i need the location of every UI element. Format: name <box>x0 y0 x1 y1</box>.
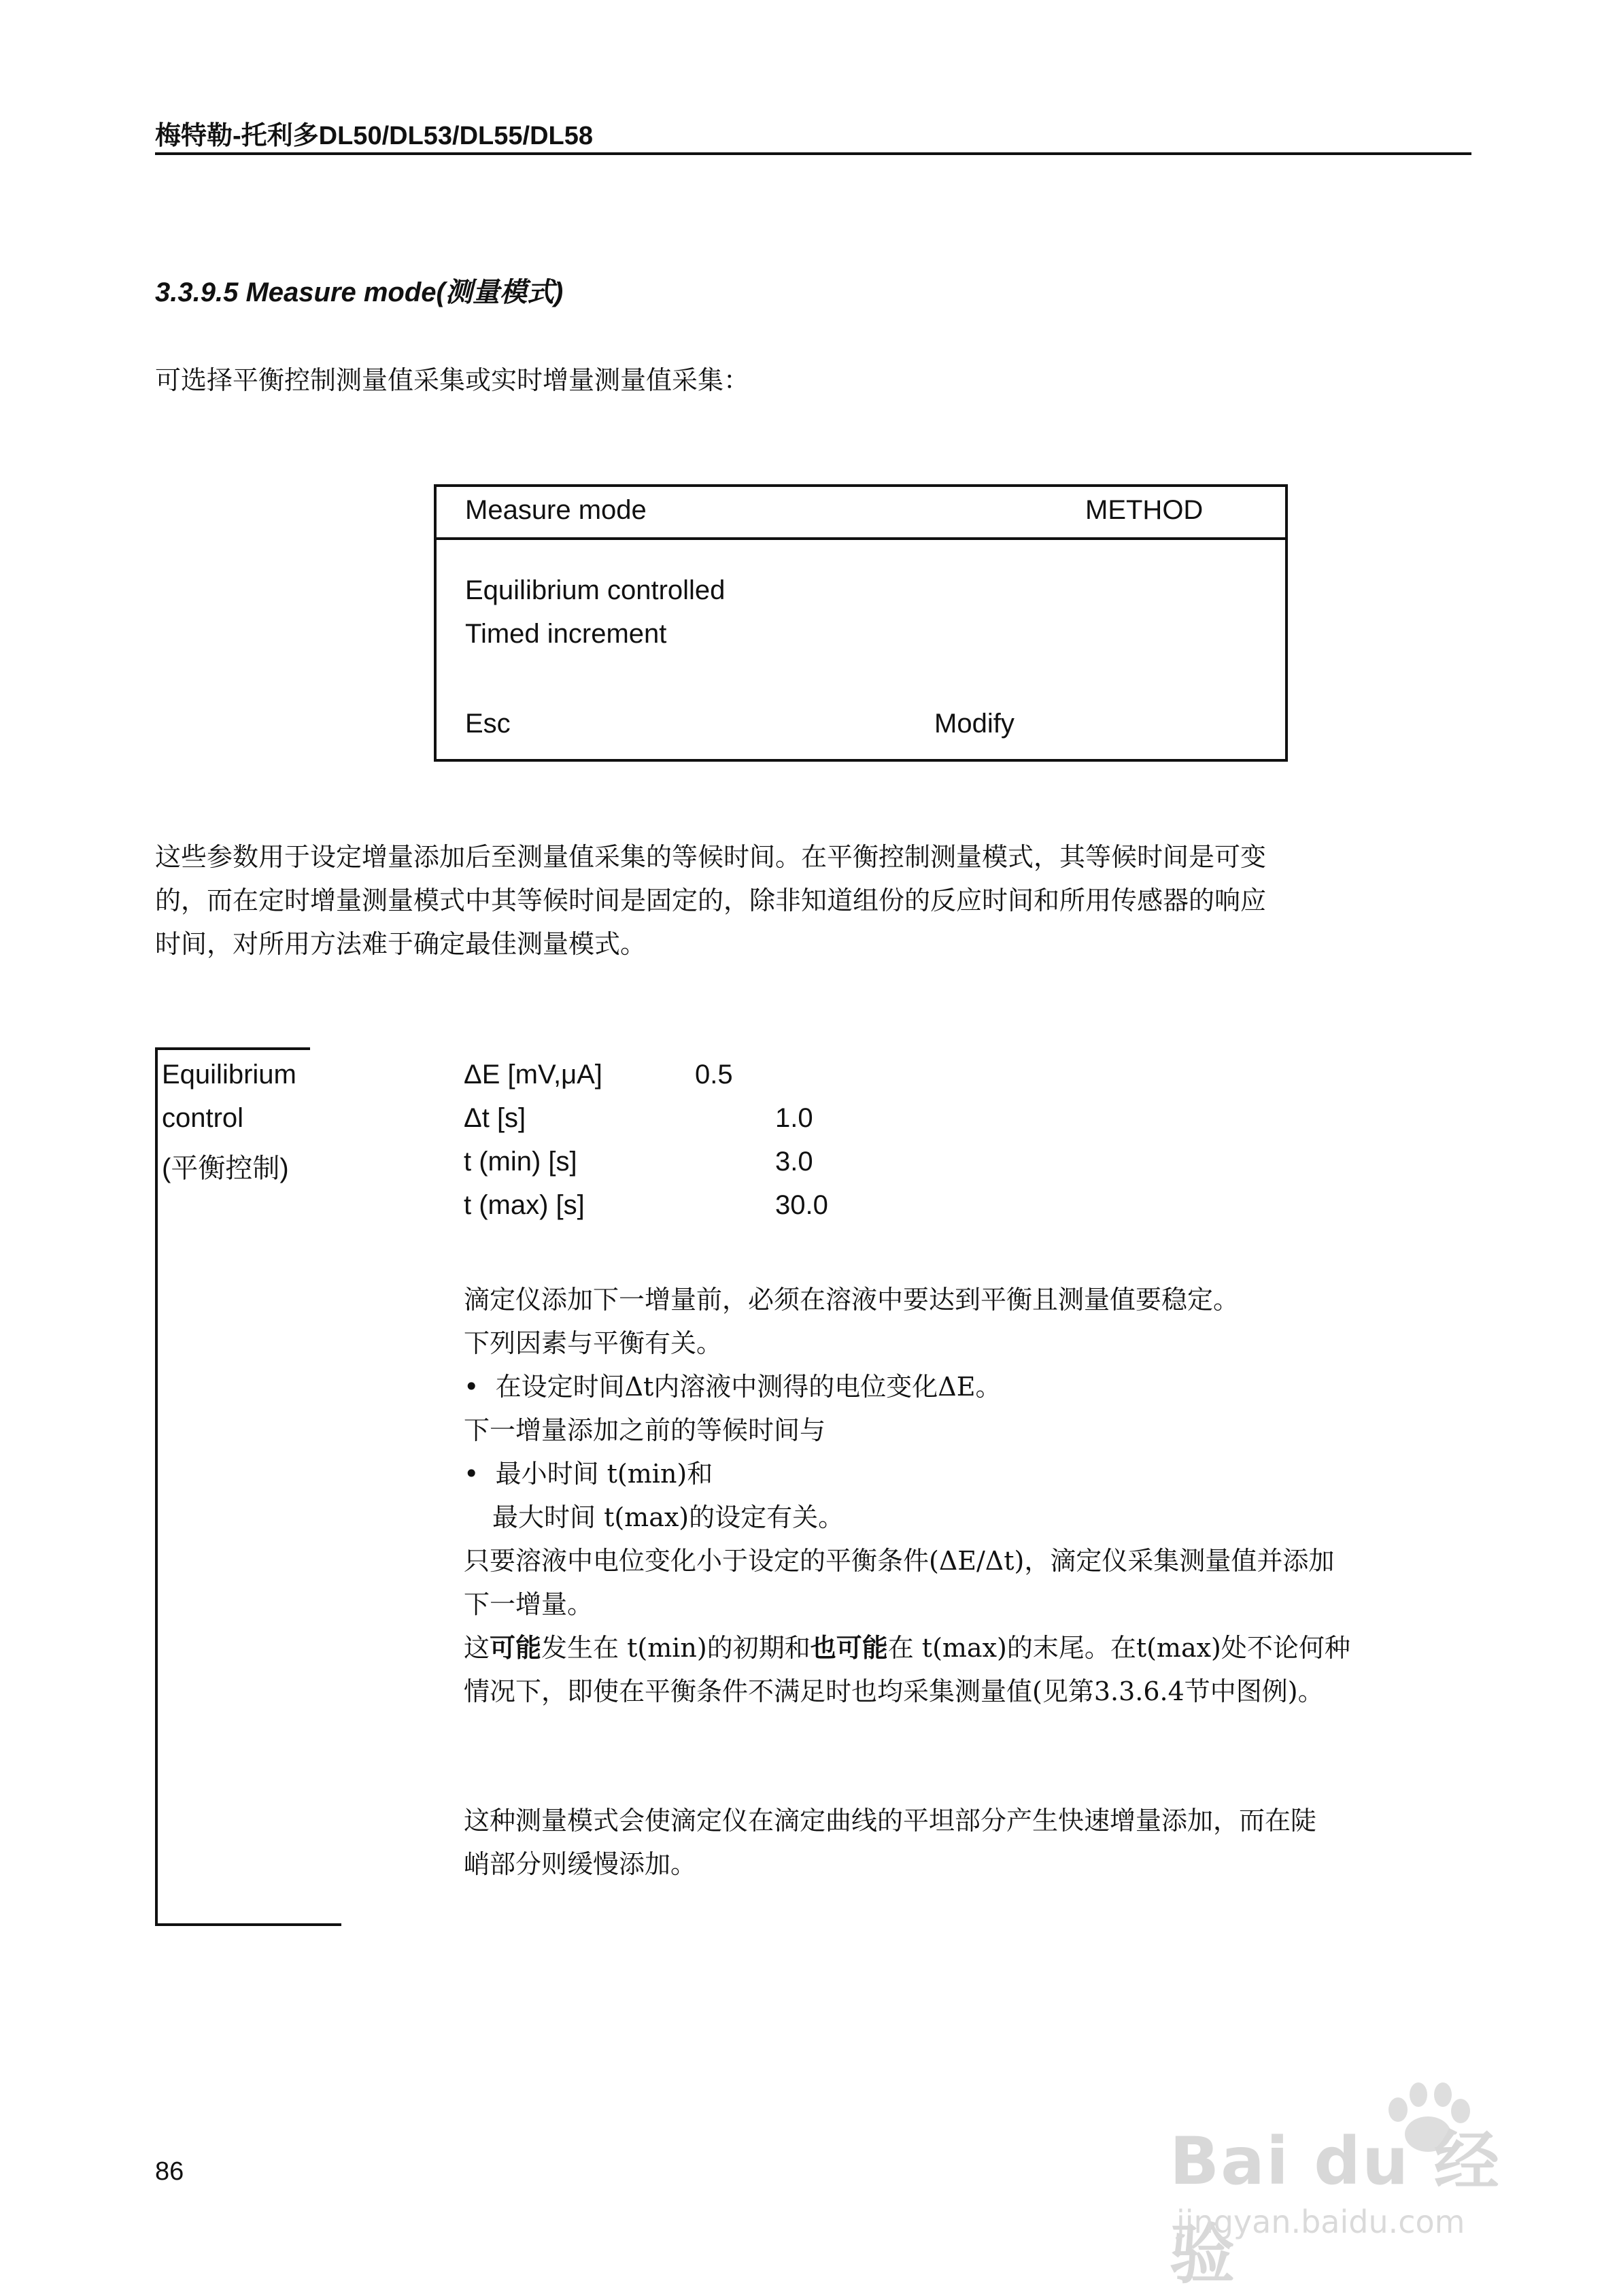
page-number: 86 <box>155 2157 184 2186</box>
emphasis-text: 也可能 <box>810 1633 888 1663</box>
side-label-line: (平衡控制) <box>162 1153 289 1183</box>
param-tmin-value: 3.0 <box>775 1147 813 1177</box>
explanation-paragraph <box>155 835 1474 966</box>
intro-text: 可选择平衡控制测量值采集或实时增量测量值采集： <box>155 365 750 395</box>
desc-line: 滴定仪添加下一增量前，必须在溶液中要达到平衡且测量值要稳定。 <box>464 1285 1240 1315</box>
desc-line: 峭部分则缓慢添加。 <box>464 1849 697 1879</box>
param-delta-t-value: 1.0 <box>775 1103 813 1133</box>
param-tmin-name: t (min) [s] <box>464 1147 577 1177</box>
desc-line: 下列因素与平衡有关。 <box>464 1328 723 1358</box>
screen-header <box>437 487 1285 540</box>
paragraph-line: 的，而在定时增量测量模式中其等候时间是固定的，除非知道组份的反应时间和所用传感器的响应 <box>155 885 1267 915</box>
emphasis-text: 可能 <box>490 1633 542 1663</box>
modify-softkey: Modify <box>934 709 1015 739</box>
screen-context-label: METHOD <box>1085 495 1204 525</box>
paragraph-line: 这些参数用于设定增量添加后至测量值采集的等候时间。在平衡控制测量模式，其等候时间是可变 <box>155 842 1267 872</box>
desc-bullet-item: • 在设定时间Δt内溶液中测得的电位变化ΔE。 <box>464 1372 1002 1402</box>
desc-line: 情况下，即使在平衡条件不满足时也均采集测量值(见第3.3.6.4节中图例)。 <box>464 1676 1324 1706</box>
desc-line: 这种测量模式会使滴定仪在滴定曲线的平坦部分产生快速增量添加，而在陡 <box>464 1806 1317 1836</box>
desc-line: 下一增量添加之前的等候时间与 <box>464 1415 826 1445</box>
watermark-brand: Bai du 经验 <box>1170 2123 1501 2293</box>
desc-line: 下一增量。 <box>464 1589 594 1619</box>
option-timed-increment: Timed increment <box>465 619 667 649</box>
param-delta-e-name: ΔE [mV,μA] <box>464 1060 602 1090</box>
baidu-watermark <box>1156 2081 1537 2293</box>
section-heading: 3.3.9.5 Measure mode(测量模式) <box>155 277 564 307</box>
bracket-top-rule <box>155 1047 310 1050</box>
header-rule <box>155 152 1471 155</box>
param-tmax-value: 30.0 <box>775 1190 828 1220</box>
running-header: 梅特勒-托利多DL50/DL53/DL55/DL58 <box>155 122 594 150</box>
side-label-line: control <box>162 1103 244 1133</box>
param-tmax-name: t (max) [s] <box>464 1190 585 1220</box>
instrument-screen <box>434 484 1288 762</box>
screen-title: Measure mode <box>465 495 647 525</box>
bracket-left-rule <box>155 1047 158 1926</box>
watermark-url: jingyan.baidu.com <box>1176 2204 1465 2240</box>
param-delta-t-name: Δt [s] <box>464 1103 526 1133</box>
desc-line: 最大时间 t(max)的设定有关。 <box>492 1502 845 1532</box>
desc-line: 只要溶液中电位变化小于设定的平衡条件(ΔE/Δt)，滴定仪采集测量值并添加 <box>464 1546 1335 1576</box>
desc-bullet-item: • 最小时间 t(min)和 <box>464 1459 713 1489</box>
bullet-dot: • <box>464 1459 496 1489</box>
desc-line-emphasis: 这可能发生在 t(min)的初期和也可能在 t(max)的末尾。在t(max)处不论何种 <box>464 1633 1350 1663</box>
side-label-line: Equilibrium <box>162 1060 296 1090</box>
param-delta-e-value: 0.5 <box>695 1060 733 1090</box>
option-equilibrium-controlled: Equilibrium controlled <box>465 575 726 605</box>
paragraph-line: 时间，对所用方法难于确定最佳测量模式。 <box>155 929 647 959</box>
bracket-bottom-rule <box>155 1923 341 1926</box>
esc-softkey: Esc <box>465 709 511 739</box>
bullet-dot: • <box>464 1372 496 1402</box>
